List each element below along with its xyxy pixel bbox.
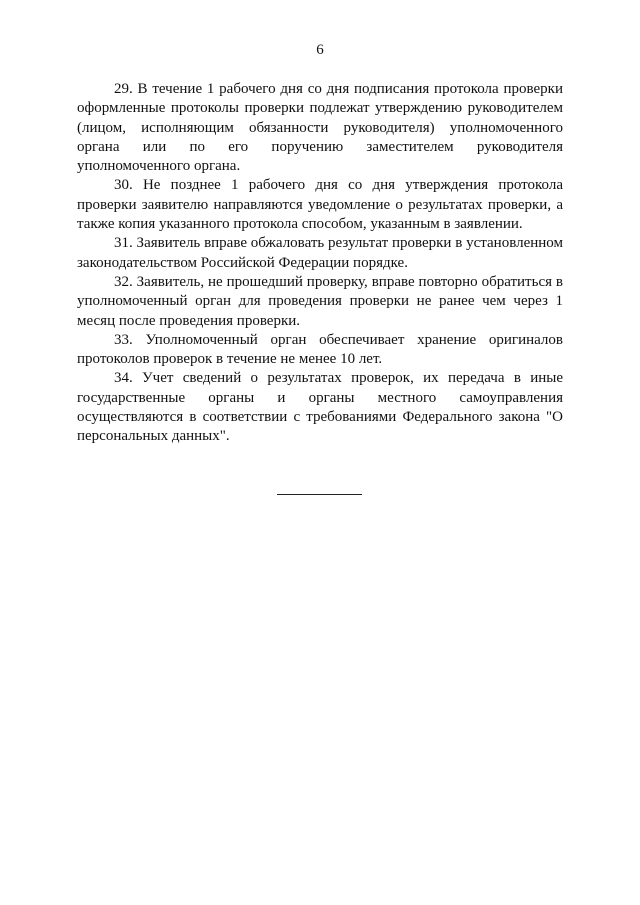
- paragraph-32: 32. Заявитель, не прошедший проверку, вправе повторно обратиться в уполномоченный орган для проведения проверки не ранее чем через 1 месяц после проведения проверки.: [77, 273, 563, 329]
- paragraph-33: 33. Уполномоченный орган обеспечивает хранение оригиналов протоколов проверок в течение не менее 10 лет.: [77, 331, 563, 368]
- document-body: [77, 80, 563, 447]
- paragraph-29: 29. В течение 1 рабочего дня со дня подписания протокола проверки оформленные протоколы проверки подлежат утверждению руководителем (лицом, исполняющим обязанности руководителя) уполномоченного органа или по его поручению заместителем руководителя уполномоченного органа.: [77, 81, 563, 175]
- paragraph-34: 34. Учет сведений о результатах проверок, их передача в иные государственные органы и органы местного самоуправления осуществляются в соответствии с требованиями Федерального закона "О персональных данных".: [77, 370, 563, 445]
- paragraph-30: 30. Не позднее 1 рабочего дня со дня утверждения протокола проверки заявителю направляются уведомление о результатах проверки, а также копия указанного протокола способом, указанным в заявлении.: [77, 177, 563, 233]
- end-separator-line: [277, 494, 362, 495]
- page-number: 6: [316, 42, 324, 58]
- paragraph-31: 31. Заявитель вправе обжаловать результат проверки в установленном законодательством Российской Федерации порядке.: [77, 235, 563, 271]
